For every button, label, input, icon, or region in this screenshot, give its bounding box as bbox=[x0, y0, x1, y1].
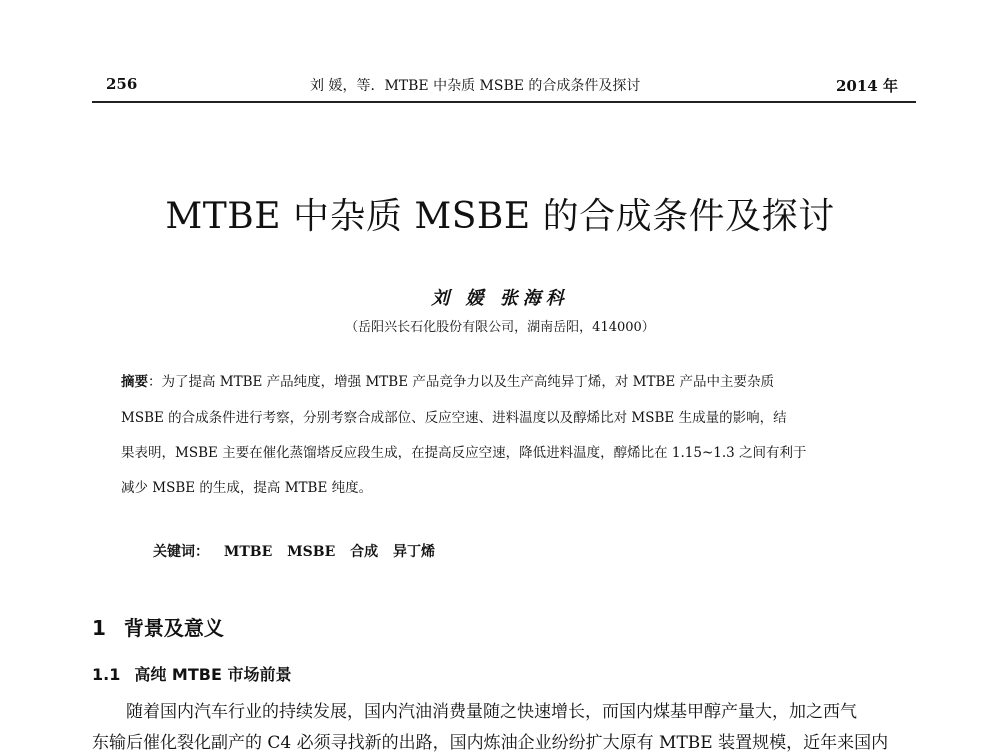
body-line: 随着国内汽车行业的持续发展，国内汽油消费量随之快速增长，而国内煤基甲醇产量大，加之西气 bbox=[126, 702, 857, 722]
abstract-line: 果表明，MSBE 主要在催化蒸馏塔反应段生成，在提高反应空速，降低进料温度，醇烯比在 1.15~1.3 之间有利于 bbox=[121, 445, 807, 461]
authors: 刘 媛 张海科 bbox=[431, 288, 569, 309]
page-number: 256 bbox=[106, 75, 138, 93]
paper-title: MTBE 中杂质 MSBE 的合成条件及探讨 bbox=[165, 196, 835, 237]
subsection-title: 高纯 MTBE 市场前景 bbox=[134, 665, 292, 684]
affiliation: （岳阳兴长石化股份有限公司，湖南岳阳，414000） bbox=[345, 320, 655, 335]
abstract-label: 摘要 bbox=[121, 374, 148, 390]
header-rule bbox=[92, 101, 916, 103]
abstract-line: 减少 MSBE 的生成，提高 MTBE 纯度。 bbox=[121, 480, 373, 496]
running-title: 刘 媛，等．MTBE 中杂质 MSBE 的合成条件及探讨 bbox=[310, 78, 641, 94]
header-year: 2014 年 bbox=[836, 77, 898, 95]
body-line: 东输后催化裂化副产的 C4 必须寻找新的出路，国内炼油企业纷纷扩大原有 MTBE 装置规模，近年来国内 bbox=[92, 733, 889, 753]
keywords-list: MTBE MSBE 合成 异丁烯 bbox=[223, 544, 436, 560]
abstract-text: ：为了提高 MTBE 产品纯度，增强 MTBE 产品竞争力以及生产高纯异丁烯，对 MTBE 产品中主要杂质 bbox=[148, 374, 775, 390]
keywords bbox=[153, 541, 435, 561]
section-heading bbox=[92, 612, 224, 641]
subsection-number: 1.1 bbox=[92, 665, 121, 684]
section-number: 1 bbox=[92, 616, 106, 640]
keywords-label: 关键词： bbox=[153, 544, 209, 560]
section-title: 背景及意义 bbox=[123, 616, 224, 640]
abstract-line bbox=[121, 372, 774, 392]
subsection-heading bbox=[92, 662, 291, 685]
abstract-line: MSBE 的合成条件进行考察，分别考察合成部位、反应空速、进料温度以及醇烯比对 MSBE 生成量的影响，结 bbox=[121, 410, 787, 426]
